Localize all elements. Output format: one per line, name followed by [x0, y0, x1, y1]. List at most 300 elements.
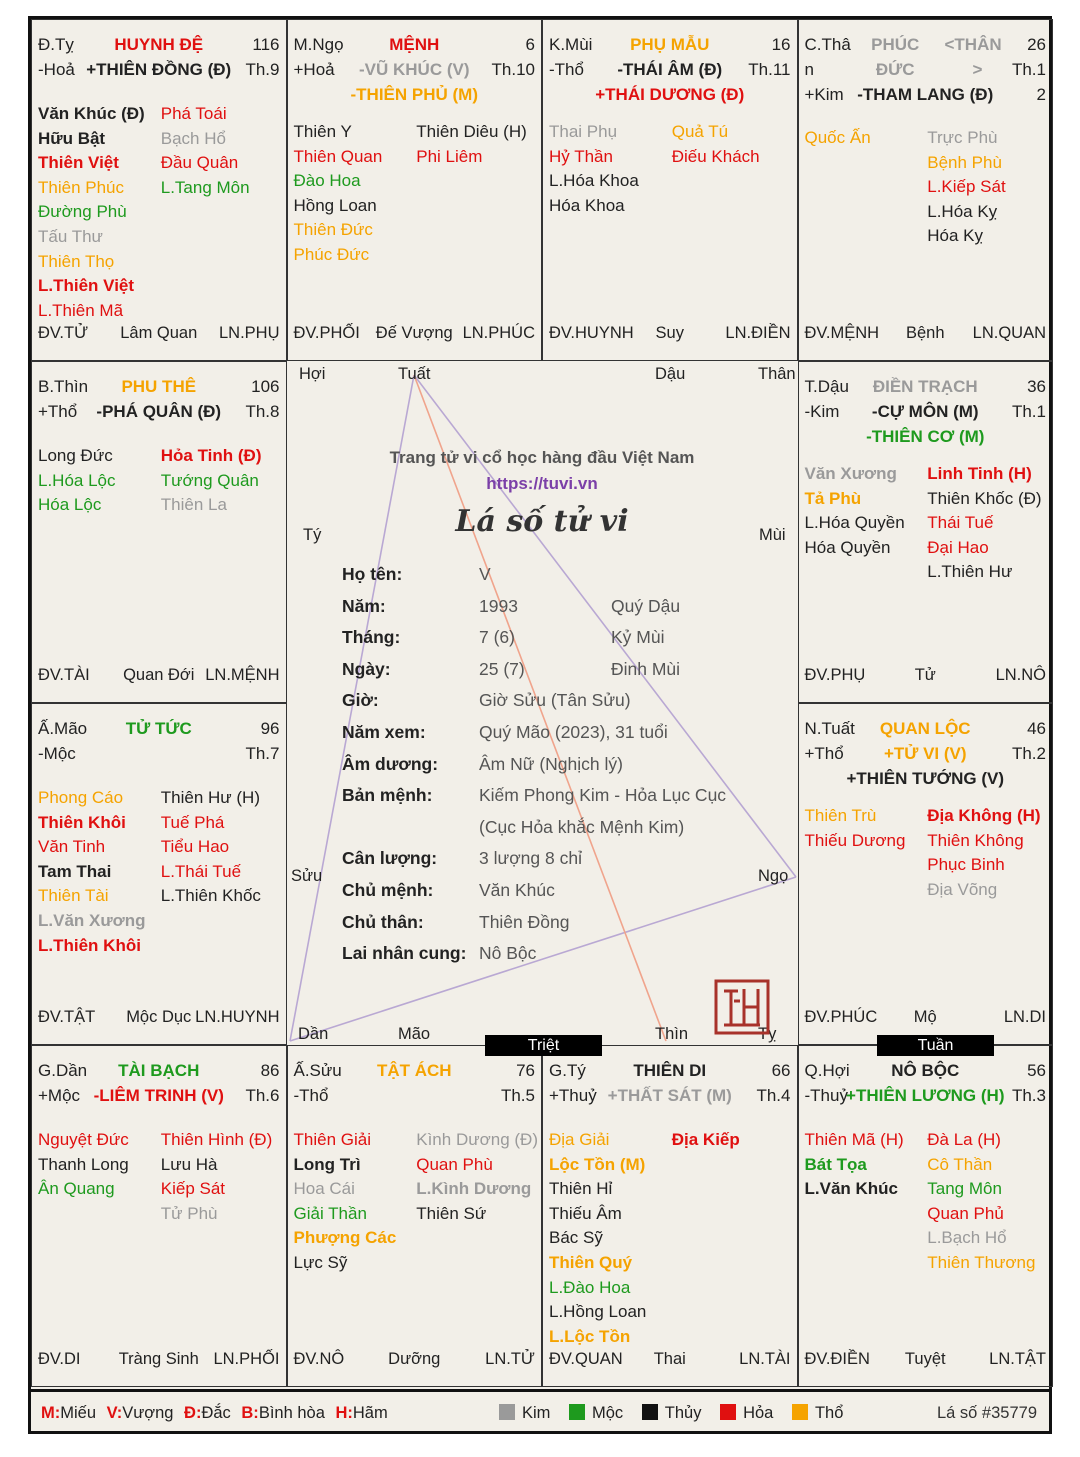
triet-marker: Triệt — [485, 1035, 602, 1056]
palace-name: PHU THÊ — [121, 377, 197, 396]
star-item: Thiên Phúc — [38, 177, 124, 197]
star-item: Thiên Hư (H) — [160, 788, 260, 807]
palace-th: Th.9 — [245, 60, 280, 79]
palace-element: +Kim — [804, 85, 844, 104]
star-item: Tấu Thư — [38, 226, 103, 246]
main-star: -CỰ MÔN (M) — [871, 402, 979, 421]
luu-nien: LN.TÀI — [739, 1350, 791, 1368]
palace-dan — [31, 1045, 287, 1387]
info-label: Cân lượng: — [342, 848, 438, 869]
star-item: L.Văn Xương — [38, 910, 146, 930]
palace-branch: Đ.Tỵ — [38, 35, 74, 54]
hoa-swatch — [720, 1404, 736, 1420]
palace-branch-cont: n — [804, 60, 814, 79]
dai-van: ĐV.ĐIỀN — [804, 1350, 870, 1368]
branch-dau: Dậu — [655, 365, 686, 383]
info-row — [342, 843, 726, 875]
star-item: Phục Binh — [927, 855, 1005, 875]
palace-branch: G.Dần — [38, 1061, 88, 1080]
star-item: Đào Hoa — [293, 171, 361, 191]
luu-nien: LN.TỬ — [485, 1350, 535, 1368]
star-item: Thiên Không — [927, 830, 1024, 850]
star-item: Kình Dương (Đ) — [416, 1130, 538, 1149]
palace-name: THIÊN DI — [633, 1061, 707, 1080]
palace-th: Th.10 — [491, 60, 535, 79]
star-item: Quốc Ấn — [804, 128, 871, 147]
star-item: Phượng Các — [293, 1228, 397, 1248]
main-star: -THAM LANG (Đ) — [857, 85, 994, 104]
star-item: Bát Tọa — [804, 1154, 867, 1174]
palace-branch: B.Thìn — [38, 377, 89, 396]
palace-age: 76 — [516, 1061, 535, 1080]
palace-th: Th.6 — [245, 1086, 280, 1105]
info-value: (Cục Hỏa khắc Mệnh Kim) — [479, 816, 685, 837]
star-item: Thiên Khôi — [38, 812, 126, 832]
palace-th: Th.5 — [500, 1086, 535, 1105]
trang-sinh: Quan Đới — [123, 666, 195, 684]
main-star: -LIÊM TRINH (V) — [93, 1086, 224, 1105]
star-item: L.Hồng Loan — [549, 1302, 647, 1322]
star-item: Hóa Khoa — [549, 195, 625, 215]
star-item: Địa Kiếp — [671, 1130, 740, 1149]
star-item: Bạch Hổ — [160, 128, 226, 148]
legend-brightness: M:Miếu V:Vượng Đ:Đắc B:Bình hòa H:Hãm — [41, 1404, 388, 1422]
trang-sinh: Bệnh — [905, 324, 945, 342]
star-item: L.Thiên Khôi — [38, 935, 141, 955]
star-item: Hữu Bật — [38, 128, 106, 148]
luu-nien: LN.TẬT — [989, 1350, 1046, 1368]
palace-th: Th.1 — [1011, 60, 1046, 79]
luu-nien: LN.PHỤ — [218, 324, 280, 342]
star-item: Điếu Khách — [671, 146, 760, 166]
star-item: L.Hóa Kỵ — [927, 201, 998, 221]
palace-name: TỬ TỨC — [125, 719, 192, 738]
star-item: Thiên Giải — [293, 1130, 371, 1149]
star-item: Tuế Phá — [160, 812, 225, 832]
tho-swatch — [792, 1404, 808, 1420]
star-item: Quả Tú — [671, 122, 729, 141]
site-tagline: Trang tử vi cổ học hàng đầu Việt Nam — [389, 448, 695, 467]
palace-th: Th.8 — [245, 402, 280, 421]
main-star: +TỬ VI (V) — [883, 744, 967, 763]
birth-info — [342, 559, 726, 970]
info-row — [342, 591, 726, 623]
info-row — [342, 559, 726, 591]
palace-thin — [31, 361, 287, 703]
palace-branch: M.Ngọ — [293, 35, 344, 54]
info-value: V — [479, 564, 491, 584]
palace-branch: C.Thâ — [804, 35, 851, 54]
main-star-2: -THIÊN PHỦ (M) — [350, 85, 478, 104]
dai-van: ĐV.PHỐI — [293, 324, 360, 342]
palace-ngo — [287, 19, 543, 361]
info-value: Quý Mão (2023), 31 tuổi — [479, 721, 668, 742]
star-item: Trực Phù — [927, 128, 998, 147]
star-item: Hỷ Thần — [549, 146, 613, 166]
star-item: Địa Giải — [549, 1130, 610, 1149]
main-star: +THIÊN ĐỒNG (Đ) — [86, 60, 232, 79]
star-item: Đà La (H) — [927, 1130, 1001, 1149]
star-item: Thiên Quý — [549, 1252, 633, 1272]
dai-van: ĐV.TỬ — [38, 324, 89, 342]
palace-branch: G.Tý — [549, 1061, 586, 1080]
dai-van: ĐV.TÀI — [38, 666, 90, 684]
info-row — [342, 622, 726, 654]
star-item: Tướng Quân — [160, 470, 259, 490]
star-item: Văn Khúc (Đ) — [38, 104, 145, 123]
palace-th: Th.11 — [748, 60, 791, 79]
info-row — [342, 875, 726, 907]
palace-num2: 2 — [1036, 85, 1046, 104]
info-value: 7 (6) — [479, 627, 515, 648]
dai-van: ĐV.MỆNH — [804, 324, 880, 342]
palace-th: Th.2 — [1011, 744, 1046, 763]
star-item: L.Lộc Tồn — [549, 1326, 631, 1346]
horoscope-chart — [28, 16, 1052, 1434]
dai-van: ĐV.NÔ — [293, 1350, 345, 1368]
star-item: Tiểu Hao — [160, 837, 230, 857]
luu-nien: LN.NÔ — [995, 666, 1046, 684]
palace-dau — [798, 361, 1054, 703]
palace-element: +Thổ — [38, 402, 78, 421]
star-item: Thiên Tài — [38, 886, 109, 906]
palace-name: TẬT ÁCH — [376, 1061, 452, 1080]
info-row — [342, 907, 726, 939]
star-item: Lộc Tồn (M) — [549, 1154, 646, 1174]
dai-van: ĐV.HUYNH — [549, 324, 634, 342]
palace-ti — [542, 1045, 798, 1387]
star-item: Phá Toái — [160, 104, 227, 123]
palace-element: +Hoả — [293, 60, 335, 79]
info-value: Giờ Sửu (Tân Sửu) — [479, 690, 631, 711]
star-item: L.Thiên Mã — [38, 300, 124, 320]
palace-branch: N.Tuất — [804, 719, 855, 738]
palace-th: Th.1 — [1011, 402, 1046, 421]
palace-than — [798, 19, 1054, 361]
star-item: Phi Liêm — [416, 146, 483, 166]
palace-age: 26 — [1027, 35, 1046, 54]
star-item: Phong Cáo — [38, 788, 124, 807]
star-item: Lực Sỹ — [293, 1252, 348, 1272]
branch-ty: Tý — [303, 526, 322, 544]
star-item: Thái Tuế — [927, 513, 994, 533]
star-item: L.Thiên Khốc — [160, 886, 261, 906]
star-item: Thiên Quan — [293, 146, 383, 166]
luu-nien: LN.DI — [1003, 1008, 1046, 1026]
star-item: L.Hóa Lộc — [38, 470, 116, 490]
dai-van: ĐV.PHÚC — [804, 1008, 878, 1026]
palace-element: -Thổ — [549, 60, 584, 79]
info-label: Năm: — [342, 595, 386, 616]
chart-id: Lá số #35779 — [936, 1404, 1037, 1422]
star-item: Thiên Việt — [38, 153, 119, 173]
info-label: Lai nhân cung: — [342, 943, 467, 964]
star-item: Hồng Loan — [293, 195, 377, 215]
star-item: Hỏa Tinh (Đ) — [160, 446, 262, 465]
palace-name: NÔ BỘC — [891, 1061, 960, 1080]
trang-sinh: Tràng Sinh — [118, 1350, 199, 1368]
palace-age: 86 — [260, 1061, 280, 1080]
branch-tyy: Tỵ — [758, 1025, 777, 1043]
dai-van: ĐV.TẬT — [38, 1008, 96, 1026]
trang-sinh: Thai — [653, 1350, 686, 1368]
palace-tuat — [798, 703, 1054, 1045]
palace-element: -Hoả — [38, 60, 75, 79]
star-item: Tả Phù — [804, 488, 862, 508]
palace-branch: K.Mùi — [549, 35, 593, 54]
info-label: Giờ: — [342, 690, 379, 711]
branch-than: Thân — [758, 365, 796, 383]
main-star-2: -THIÊN CƠ (M) — [866, 427, 985, 446]
than-marker: <THÂN — [944, 35, 1002, 54]
star-item: Văn Tinh — [38, 837, 106, 857]
site-url[interactable]: https://tuvi.vn — [486, 474, 598, 493]
palace-th: Th.3 — [1011, 1086, 1046, 1105]
star-item: Lưu Hà — [160, 1154, 218, 1174]
palace-element: +Thuỷ — [549, 1086, 597, 1105]
branch-mui: Mùi — [759, 526, 786, 544]
star-item: Thiên Y — [293, 122, 352, 141]
star-item: Tử Phù — [160, 1203, 218, 1223]
star-item: Đại Hao — [927, 537, 989, 557]
star-item: Kiếp Sát — [160, 1179, 226, 1199]
info-label: Ngày: — [342, 658, 391, 679]
info-value: Thiên Đồng — [479, 911, 570, 932]
palace-age: 46 — [1027, 719, 1046, 738]
star-item: Nguyệt Đức — [38, 1130, 129, 1149]
star-item: Thiên Mã (H) — [804, 1130, 904, 1149]
palace-element: -Thổ — [293, 1086, 329, 1105]
star-item: Đầu Quân — [160, 153, 239, 173]
star-item: Long Trì — [293, 1154, 361, 1174]
star-item: L.Thiên Hư — [927, 562, 1013, 582]
palace-hoi — [798, 1045, 1054, 1387]
trang-sinh: Lâm Quan — [120, 324, 198, 342]
branch-ngo: Ngọ — [758, 867, 789, 885]
info-row — [342, 780, 726, 812]
star-item: Phúc Đức — [293, 244, 370, 264]
star-item: Hóa Lộc — [38, 495, 102, 515]
star-item: Thanh Long — [38, 1154, 129, 1174]
palace-name: ĐIỀN TRẠCH — [872, 377, 978, 396]
star-item: Thiên Đức — [293, 220, 373, 240]
info-value: Nô Bộc — [479, 943, 537, 964]
info-label: Họ tên: — [342, 564, 403, 584]
luu-nien: LN.ĐIỀN — [725, 324, 791, 342]
palace-age: 106 — [251, 377, 280, 396]
trang-sinh: Mộ — [913, 1008, 937, 1026]
trang-sinh: Tuyệt — [904, 1350, 946, 1368]
info-value: Kiếm Phong Kim - Hỏa Lục Cục — [479, 785, 727, 806]
main-star: +THẤT SÁT (M) — [607, 1086, 732, 1105]
than-marker-cont: > — [972, 60, 983, 79]
palace-name: PHỤ MẪU — [630, 35, 710, 54]
star-item: Tam Thai — [38, 861, 112, 881]
palace-element: +Mộc — [38, 1086, 81, 1105]
main-star: -PHÁ QUÂN (Đ) — [96, 402, 222, 421]
star-item: L.Tang Môn — [160, 177, 250, 197]
info-label: Chủ mệnh: — [342, 879, 434, 900]
palace-age: 66 — [771, 1061, 791, 1080]
star-item: Văn Xương — [804, 464, 897, 483]
star-item: Hoa Cái — [293, 1179, 355, 1199]
star-item: Thiếu Âm — [549, 1203, 622, 1223]
star-item: Bệnh Phù — [927, 152, 1002, 172]
palace-age: 116 — [252, 35, 280, 54]
palace-age: 36 — [1027, 377, 1046, 396]
luu-nien: LN.QUAN — [972, 324, 1046, 342]
tuan-marker: Tuần — [877, 1035, 994, 1056]
palace-age: 6 — [525, 35, 535, 54]
star-item: Long Đức — [38, 446, 113, 465]
palace-age: 16 — [771, 35, 791, 54]
moc-swatch — [569, 1404, 585, 1420]
star-item: Thiên Sứ — [416, 1203, 487, 1223]
palace-name: QUAN LỘC — [879, 719, 971, 738]
info-row — [342, 749, 726, 781]
info-label: Chủ thân: — [342, 911, 424, 932]
star-item: Hóa Kỵ — [927, 226, 983, 246]
star-item: Bác Sỹ — [549, 1228, 603, 1248]
palace-mao — [31, 703, 287, 1045]
star-item: Thiếu Dương — [804, 830, 906, 850]
main-star-2: +THÁI DƯƠNG (Đ) — [595, 85, 745, 104]
palace-suu — [287, 1045, 543, 1387]
center-panel — [286, 361, 798, 1047]
info-value-2: Quý Dậu — [611, 595, 681, 616]
legend — [31, 1389, 1049, 1436]
trang-sinh: Tử — [914, 666, 936, 684]
main-star: -VŨ KHÚC (V) — [359, 60, 470, 79]
star-item: L.Kiếp Sát — [927, 177, 1006, 197]
trang-sinh: Đế Vượng — [375, 324, 453, 342]
star-item: L.Kình Dương — [416, 1179, 532, 1199]
palace-age: 56 — [1027, 1061, 1046, 1080]
star-item: Thiên Hình (Đ) — [160, 1130, 273, 1149]
palace-ty — [31, 19, 287, 361]
star-item: L.Hóa Quyền — [804, 513, 905, 533]
info-label: Năm xem: — [342, 721, 426, 742]
star-item: Thiên La — [160, 495, 227, 515]
dai-van: ĐV.DI — [38, 1350, 81, 1368]
thuy-swatch — [642, 1404, 658, 1420]
star-item: L.Hóa Khoa — [549, 171, 639, 191]
seal-logo — [714, 979, 770, 1035]
star-item: Thai Phụ — [549, 122, 618, 141]
palace-element: +Thổ — [804, 744, 844, 763]
branch-dan: Dần — [298, 1025, 329, 1043]
dai-van: ĐV.QUAN — [549, 1350, 623, 1368]
luu-nien: LN.HUYNH — [195, 1008, 280, 1026]
star-item: Thiên Diêu (H) — [416, 122, 527, 141]
palace-name: TÀI BẠCH — [118, 1061, 200, 1080]
luu-nien: LN.MỆNH — [205, 666, 280, 684]
star-item: Tang Môn — [927, 1179, 1002, 1199]
info-value: 1993 — [479, 595, 518, 616]
info-value-2: Đinh Mùi — [611, 658, 681, 679]
legend-elements: Kim Mộc Thủy Hỏa Thổ — [499, 1404, 843, 1423]
info-label: Âm dương: — [342, 753, 439, 774]
info-row — [342, 685, 726, 717]
main-star: +THIÊN LƯƠNG (H) — [846, 1086, 1005, 1105]
palace-element: -Thuỷ — [804, 1086, 848, 1105]
star-item: L.Bạch Hổ — [927, 1228, 1007, 1248]
branch-suu: Sửu — [291, 867, 323, 885]
star-item: Thiên Khốc (Đ) — [927, 488, 1042, 508]
palace-branch: Ấ.Sửu — [293, 1061, 342, 1080]
palace-branch: Q.Hợi — [804, 1061, 850, 1080]
info-value: 25 (7) — [479, 658, 525, 679]
branch-hoi: Hợi — [299, 365, 326, 383]
info-value: Âm Nữ (Nghịch lý) — [479, 753, 623, 774]
palace-branch: Ấ.Mão — [38, 719, 88, 738]
branch-tuat: Tuất — [398, 365, 431, 383]
palace-th: Th.4 — [756, 1086, 791, 1105]
chart-title: Lá số tử vi — [455, 504, 629, 539]
star-item: Địa Võng — [927, 879, 998, 899]
trang-sinh: Mộc Dục — [126, 1008, 192, 1026]
star-item: Ân Quang — [38, 1179, 115, 1199]
star-item: Đường Phù — [38, 202, 127, 222]
star-item: Linh Tinh (H) — [927, 464, 1032, 483]
star-item: L.Thiên Việt — [38, 276, 135, 296]
palace-name: MỆNH — [389, 35, 440, 54]
star-item: Giải Thần — [293, 1203, 367, 1223]
star-item: Quan Phù — [416, 1154, 493, 1174]
palace-branch: T.Dậu — [804, 377, 849, 396]
info-value: Văn Khúc — [479, 879, 555, 900]
info-value: 3 lượng 8 chỉ — [479, 848, 582, 869]
main-star: -THÁI ÂM (Đ) — [617, 60, 723, 79]
palace-name: HUYNH ĐỆ — [114, 35, 204, 54]
trang-sinh: Dưỡng — [388, 1350, 441, 1368]
palace-element: -Kim — [804, 402, 840, 421]
main-star-2: +THIÊN TƯỚNG (V) — [846, 769, 1005, 788]
star-item: L.Đào Hoa — [549, 1277, 631, 1297]
palace-element: -Mộc — [38, 744, 76, 763]
palace-age: 96 — [260, 719, 280, 738]
info-row — [342, 717, 726, 749]
info-row — [342, 812, 726, 844]
star-item: Thiên Hỉ — [549, 1179, 613, 1199]
star-item: Thiên Trù — [804, 806, 877, 825]
star-item: Hóa Quyền — [804, 537, 891, 557]
star-item: Thiên Thọ — [38, 251, 115, 271]
branch-mao: Mão — [398, 1025, 431, 1043]
info-label: Tháng: — [342, 627, 401, 648]
palace-th: Th.7 — [245, 744, 280, 763]
branch-thin: Thìn — [655, 1025, 689, 1043]
star-item: Cô Thần — [927, 1154, 993, 1174]
info-row — [342, 654, 726, 686]
star-item: Quan Phủ — [927, 1203, 1004, 1223]
star-item: L.Văn Khúc — [804, 1179, 899, 1199]
luu-nien: LN.PHÚC — [462, 324, 535, 342]
info-label: Bản mệnh: — [342, 785, 433, 806]
info-value-2: Kỷ Mùi — [611, 627, 665, 648]
luu-nien: LN.PHỐI — [213, 1350, 280, 1368]
dai-van: ĐV.PHỤ — [804, 666, 866, 684]
info-row — [342, 938, 726, 970]
star-item: L.Thái Tuế — [160, 861, 242, 881]
star-item: Thiên Thương — [927, 1252, 1036, 1272]
palace-mui — [542, 19, 798, 361]
star-item: Địa Không (H) — [927, 806, 1041, 825]
kim-swatch — [499, 1404, 515, 1420]
palace-name: PHÚC — [871, 35, 920, 54]
trang-sinh: Suy — [655, 324, 684, 342]
palace-name-cont: ĐỨC — [875, 60, 915, 79]
